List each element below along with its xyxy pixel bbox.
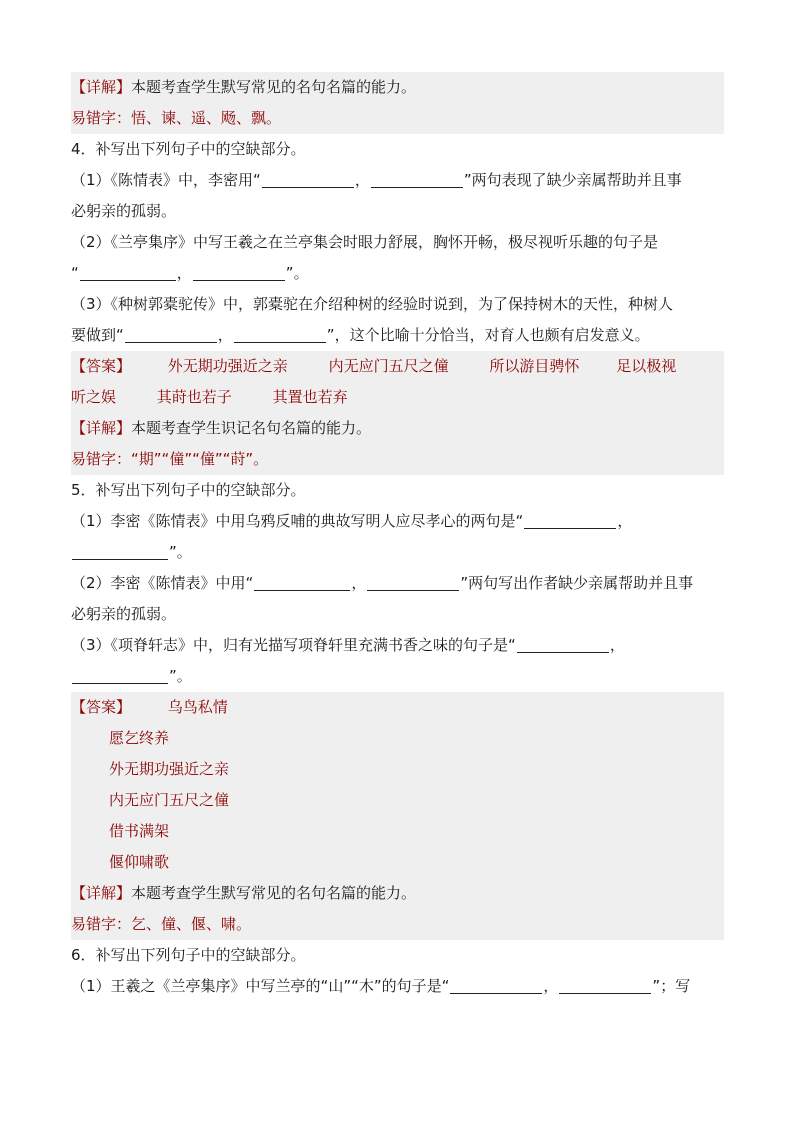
q5-s2-post: ”两句写出作者缺少亲属帮助并且事	[460, 574, 694, 592]
answer-blank[interactable]	[72, 665, 168, 684]
answer-tag: 【答案】	[71, 698, 132, 716]
q4-s1-post: ”两句表现了缺少亲属帮助并且事	[463, 171, 682, 189]
q5-s1-post: ”。	[169, 543, 192, 561]
q5-s2-pre: （2）李密《陈情表》中用“	[71, 574, 254, 592]
detail-tag: 【详解】	[71, 78, 132, 96]
q5-s2-mid: ，	[351, 574, 367, 592]
error-chars-row: 易错字：“期”“僮”“僮”“莳”。	[71, 444, 724, 475]
question-4-item-1-cont: 必躬亲的孤弱。	[71, 202, 177, 220]
detail-tag: 【详解】	[71, 884, 132, 902]
question-6-item-1	[71, 971, 724, 1002]
answer-blank[interactable]	[72, 541, 168, 560]
answer-blank[interactable]	[524, 510, 616, 529]
question-4-item-2-blanks	[71, 258, 724, 289]
answer-blank[interactable]	[517, 634, 609, 653]
answer-tag: 【答案】	[71, 357, 132, 375]
error-chars-row: 易错字：悟、谏、遥、飏、飘。	[71, 103, 724, 134]
answer-item: 内无应门五尺之僮	[328, 357, 449, 375]
question-5-item-2	[71, 568, 724, 599]
answer-item: 内无应门五尺之僮	[71, 785, 724, 816]
question-5-title: 5．补写出下列句子中的空缺部分。	[71, 481, 306, 499]
q4-s1-pre: （1）《陈情表》中，李密用“	[71, 171, 261, 189]
answer-blank[interactable]	[262, 169, 354, 188]
answer-item: 其置也若弃	[272, 388, 348, 406]
q4-s2-post: ”。	[285, 264, 309, 282]
detail-text: 本题考查学生默写常见的名句名篇的能力。	[131, 884, 417, 902]
q5-s3-post: ”。	[169, 667, 192, 685]
answer-item: 外无期功强近之亲	[71, 754, 724, 785]
question-5-item-1	[71, 506, 724, 537]
answer-item: 其莳也若子	[156, 388, 232, 406]
question-6-title: 6．补写出下列句子中的空缺部分。	[71, 946, 306, 964]
q5-s1-mid: ，	[617, 512, 633, 530]
detail-row	[71, 72, 724, 103]
q5-s3-mid: ，	[609, 636, 625, 654]
document-content	[71, 72, 724, 1002]
question-5-item-3-cont	[71, 661, 724, 692]
answer-5-row	[71, 692, 724, 723]
answer-item: 足以极视	[616, 357, 677, 375]
answer-blank[interactable]	[559, 975, 651, 994]
answer-4-row-2	[71, 382, 724, 413]
error-chars-row: 易错字：乞、僮、偃、啸。	[71, 909, 724, 940]
answer-item: 偃仰啸歌	[71, 847, 724, 878]
answer-4-row	[71, 351, 724, 382]
q4-s2-mid: ，	[176, 264, 192, 282]
q4-s1-mid: ，	[354, 171, 370, 189]
q5-s1-pre: （1）李密《陈情表》中用乌鸦反哺的典故写明人应尽孝心的两句是“	[71, 512, 524, 530]
question-4-title: 4．补写出下列句子中的空缺部分。	[71, 140, 306, 158]
answer-item: 乌鸟私情	[167, 698, 228, 716]
question-4-item-3: （3）《种树郭橐驼传》中，郭橐驼在介绍种树的经验时说到，为了保持树木的天性，种树人	[71, 295, 674, 313]
q4-s3-pre: 要做到“	[71, 326, 124, 344]
answer-item: 借书满架	[71, 816, 724, 847]
detail-row	[71, 413, 724, 444]
answer-blank[interactable]	[125, 324, 217, 343]
answer-item: 所以游目骋怀	[489, 357, 580, 375]
detail-tag: 【详解】	[71, 419, 132, 437]
question-4-item-3-blanks	[71, 320, 724, 351]
question-4-item-1	[71, 165, 724, 196]
q6-s1-mid: ，	[543, 977, 559, 995]
question-5-item-1-cont	[71, 537, 724, 568]
q4-s3-post: ”，这个比喻十分恰当，对育人也颇有启发意义。	[326, 326, 650, 344]
question-4-item-2: （2）《兰亭集序》中写王羲之在兰亭集会时眼力舒展，胸怀开畅，极尽视听乐趣的句子是	[71, 233, 659, 251]
answer-item: 外无期功强近之亲	[167, 357, 288, 375]
detail-row	[71, 878, 724, 909]
answer-blank[interactable]	[193, 262, 285, 281]
answer-blank[interactable]	[80, 262, 176, 281]
detail-text: 本题考查学生识记名句名篇的能力。	[131, 419, 372, 437]
answer-blank[interactable]	[367, 572, 459, 591]
question-5-item-2-cont: 必躬亲的孤弱。	[71, 605, 177, 623]
question-5-item-3	[71, 630, 724, 661]
answer-blank[interactable]	[234, 324, 326, 343]
q4-s2-pre: “	[71, 264, 79, 282]
q6-s1-pre: （1）王羲之《兰亭集序》中写兰亭的“山”“木”的句子是“	[71, 977, 450, 995]
answer-item: 愿乞终养	[71, 723, 724, 754]
answer-blank[interactable]	[371, 169, 463, 188]
answer-blank[interactable]	[450, 975, 542, 994]
answer-item: 听之娱	[71, 388, 117, 406]
detail-text: 本题考查学生默写常见的名句名篇的能力。	[131, 78, 417, 96]
q5-s3-pre: （3）《项脊轩志》中，归有光描写项脊轩里充满书香之味的句子是“	[71, 636, 516, 654]
q4-s3-mid: ，	[217, 326, 233, 344]
answer-blank[interactable]	[254, 572, 350, 591]
q6-s1-post: ”；写	[652, 977, 691, 995]
